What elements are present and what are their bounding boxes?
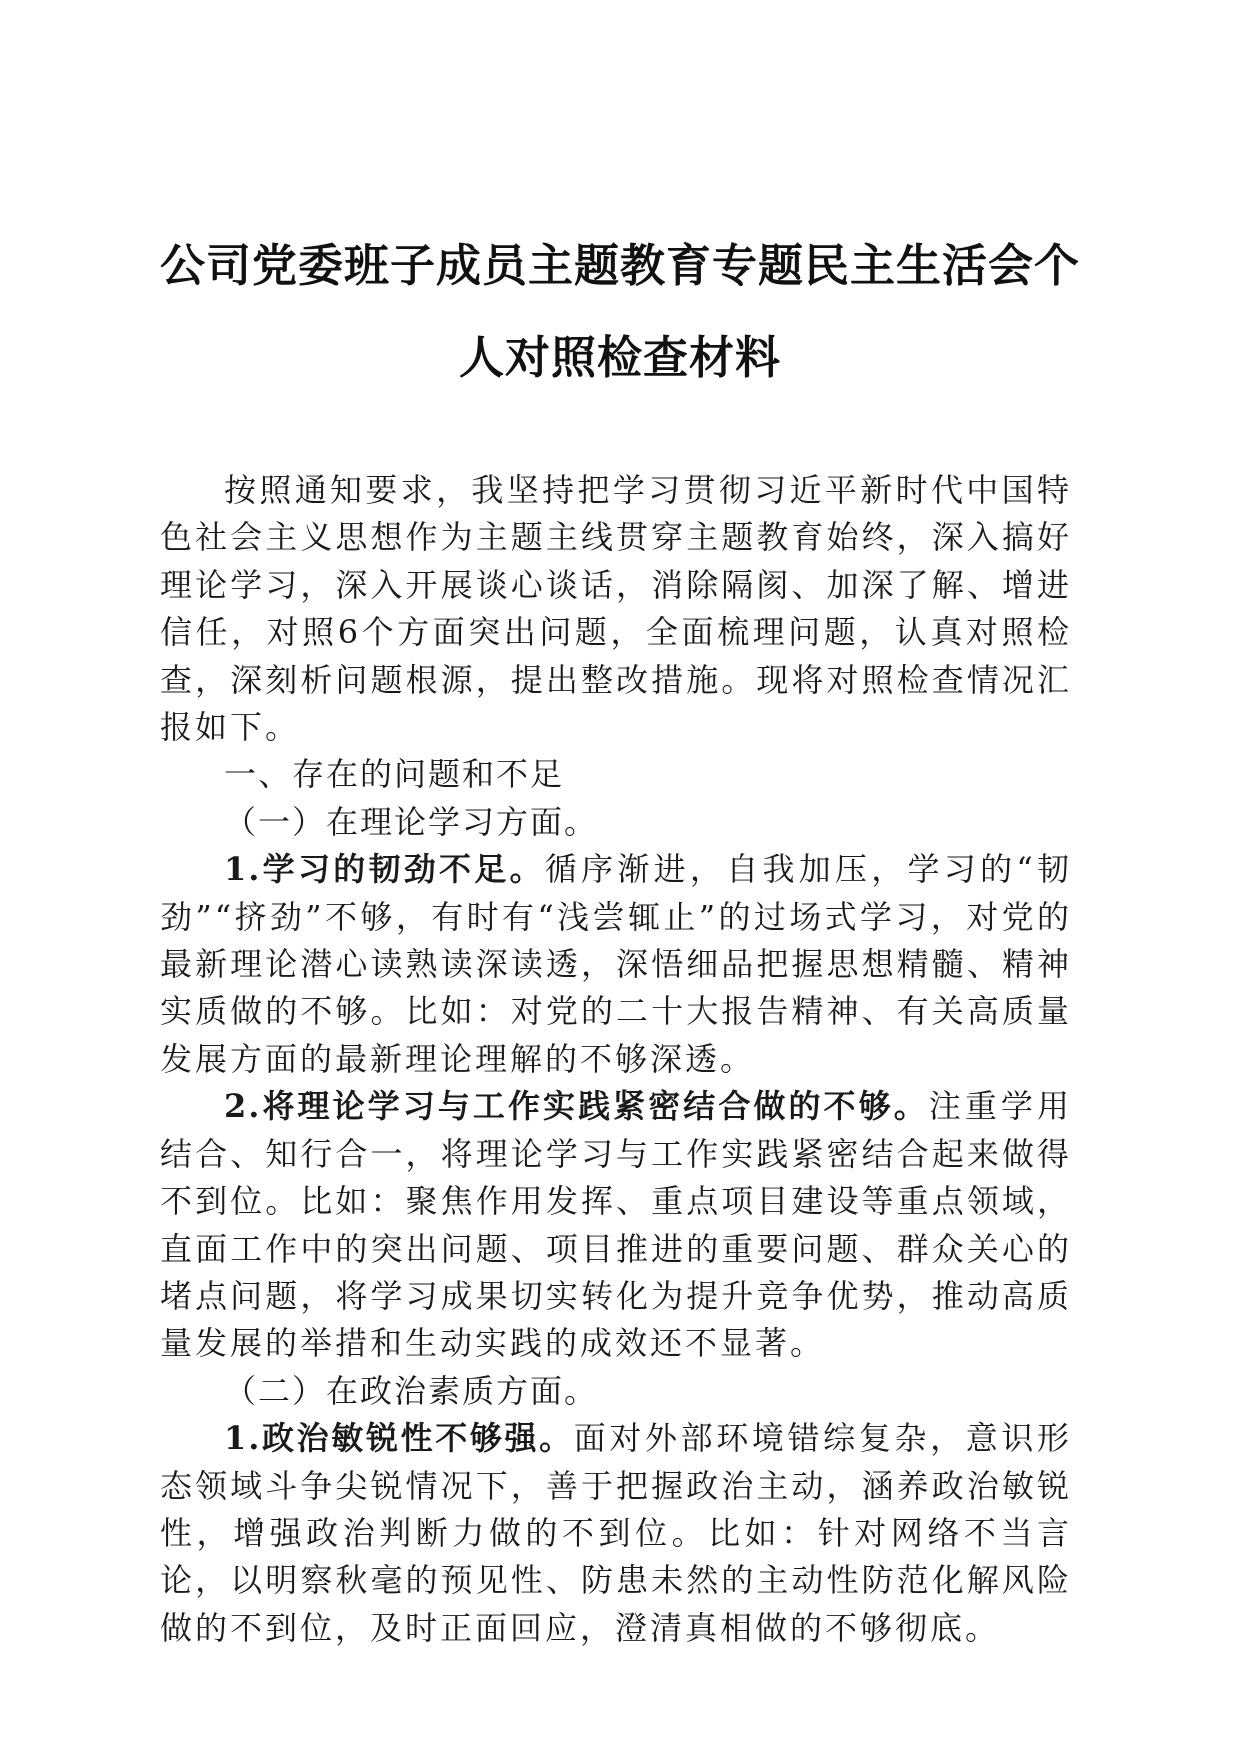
title-line-2: 人对照检查材料 — [458, 331, 781, 384]
intro-paragraph: 按照通知要求，我坚持把学习贯彻习近平新时代中国特色社会主义思想作为主题主线贯穿主题教育始终，深入搞好理论学习，深入开展谈心谈话，消除隔阂、加深了解、增进信任，对照6个方面突出问题，全面梳理问题，认真对照检查，深刻析问题根源，提出整改措施。现将对照检查情况汇报如下。 — [160, 471, 1072, 747]
title-line-1: 公司党委班子成员主题教育专题民主生活会个 — [159, 239, 1080, 292]
item-paragraph — [160, 846, 1072, 1083]
item-lead: 2.将理论学习与工作实践紧密结合做的不够。 — [224, 1087, 929, 1126]
subsection-heading-political: （二）在政治素质方面。 — [224, 1371, 599, 1410]
document-body — [160, 467, 1072, 1652]
item-text: 注重学用结合、知行合一，将理论学习与工作实践紧密结合起来做得不到位。比如：聚焦作用发挥、重点项目建设等重点领域，直面工作中的突出问题、项目推进的重要问题、群众关心的堵点问题，将学习成果切实转化为提升竞争优势，推动高质量发展的举措和生动实践的成效还不显著。 — [160, 1087, 1072, 1363]
item-paragraph — [160, 1083, 1072, 1367]
document-title — [140, 220, 1100, 404]
subsection-heading-theory: （一）在理论学习方面。 — [224, 802, 599, 841]
item-lead: 1.学习的韧劲不足。 — [224, 850, 545, 889]
item-text: 循序渐进，自我加压，学习的“韧劲”“挤劲”不够，有时有“浅尝辄止”的过场式学习，对党的最新理论潜心读熟读深读透，深悟细品把握思想精髓、精神实质做的不够。比如：对党的二十大报告精神、有关高质量发展方面的最新理论理解的不够深透。 — [160, 850, 1072, 1078]
item-lead: 1.政治敏锐性不够强。 — [224, 1419, 574, 1458]
section-heading-problems: 一、存在的问题和不足 — [224, 755, 565, 794]
item-paragraph — [160, 1415, 1072, 1652]
item-text: 面对外部环境错综复杂，意识形态领域斗争尖锐情况下，善于把握政治主动，涵养政治敏锐性，增强政治判断力做的不到位。比如：针对网络不当言论，以明察秋毫的预见性、防患未然的主动性防范化解风险做的不到位，及时正面回应，澄清真相做的不够彻底。 — [160, 1419, 1072, 1647]
